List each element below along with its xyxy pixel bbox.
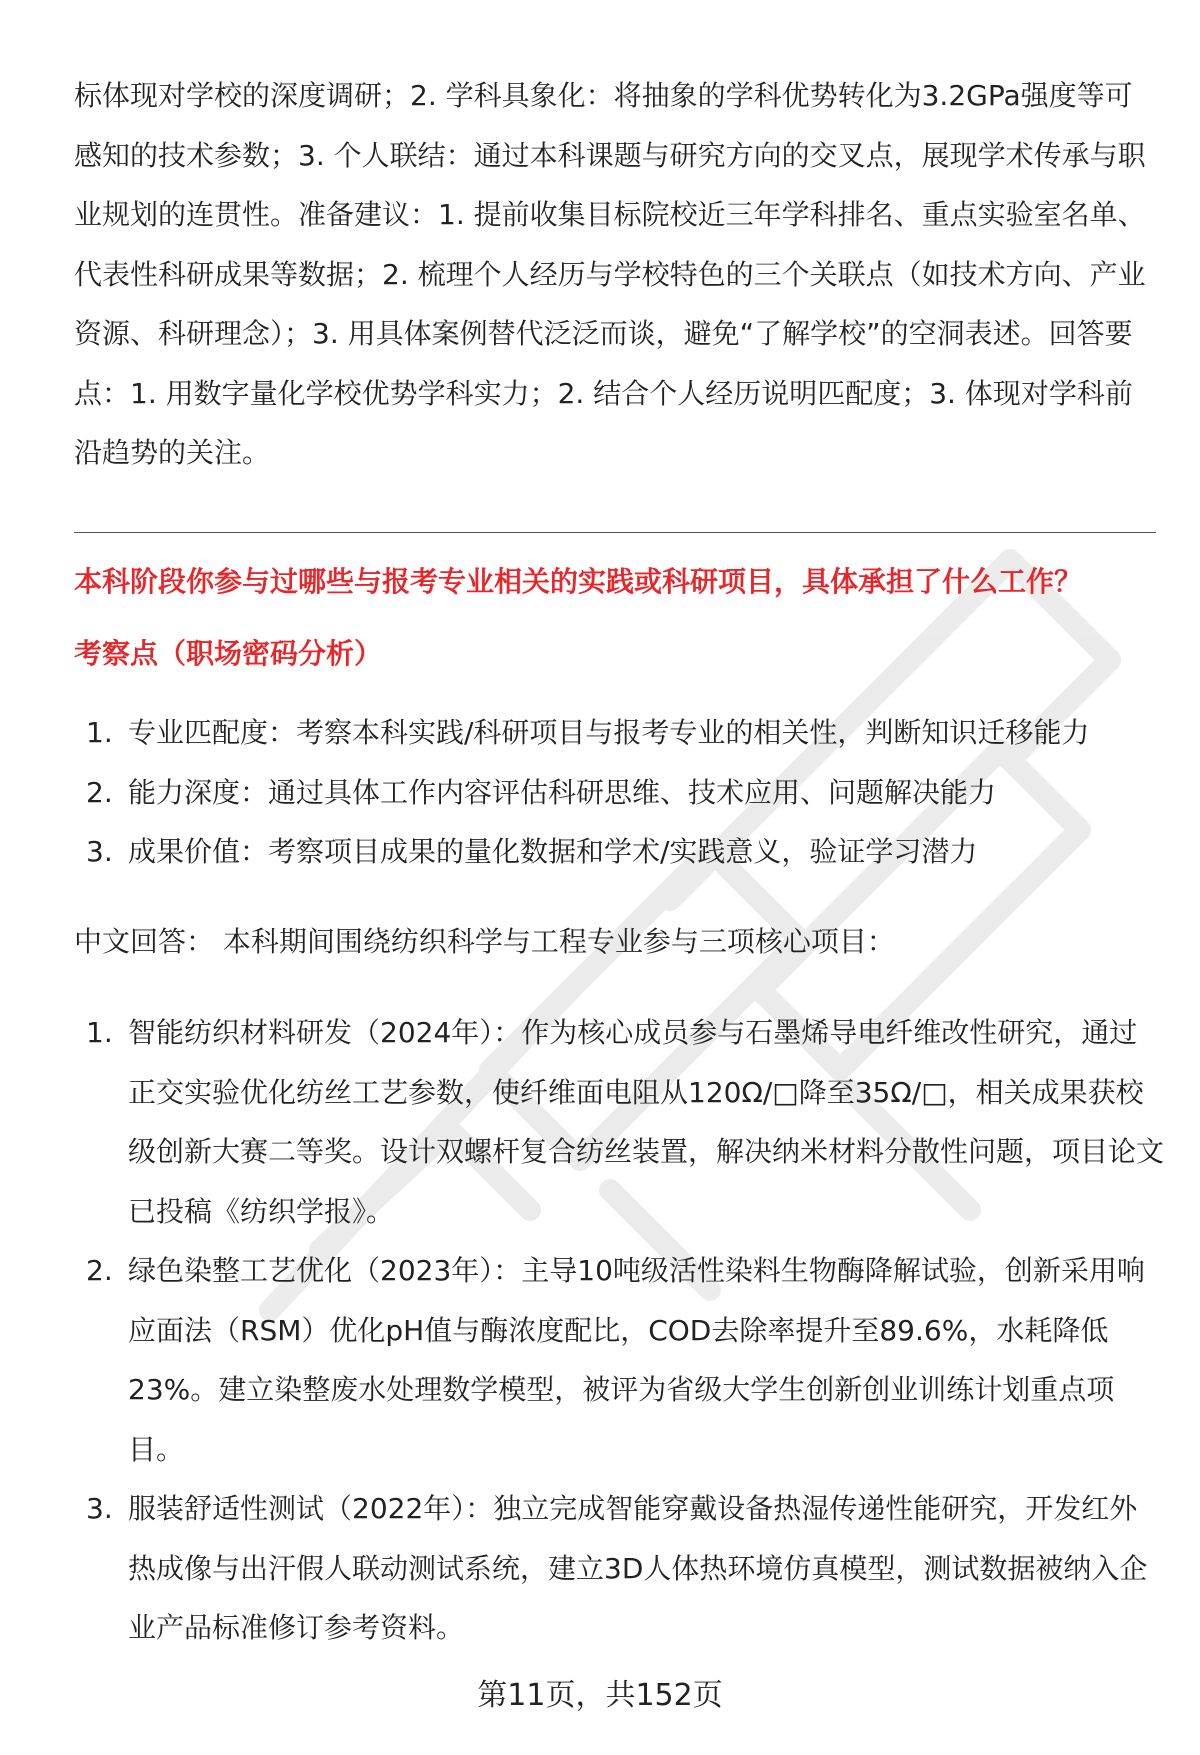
projects-list: [74, 1003, 1164, 1658]
list-item-text: 智能纺织材料研发（2024年）：作为核心成员参与石墨烯导电纤维改性研究，通过正交实验优化纺丝工艺参数，使纤维面电阻从120Ω/□降至35Ω/□，相关成果获校级创新大赛二等奖。设计双螺杆复合纺丝装置，解决纳米材料分散性问题，项目论文已投稿《纺织学报》。: [128, 1016, 1165, 1228]
list-number: 2.: [86, 775, 113, 809]
page-number: 第11页，共152页: [477, 1678, 723, 1713]
list-number: 3.: [86, 835, 113, 868]
section-divider: [74, 532, 1156, 533]
list-number: 2.: [86, 1254, 113, 1287]
list-item-text: 绿色染整工艺优化（2023年）：主导10吨级活性染料生物酶降解试验，创新采用响应面法（RSM）优化pH值与酶浓度配比，COD去除率提升至89.6%，水耗降低23%。建立染整废水处理数学模型，被评为省级大学生创新创业训练计划重点项目。: [128, 1254, 1145, 1466]
list-number: 3.: [86, 1492, 113, 1525]
exam-points-heading: 考察点（职场密码分析）: [74, 637, 383, 670]
list-item: [74, 1003, 1164, 1241]
list-item-text: 专业匹配度：考察本科实践/科研项目与报考专业的相关性，判断知识迁移能力: [128, 716, 1090, 749]
list-item: [74, 1241, 1164, 1479]
exam-points-list: [74, 703, 1164, 882]
list-number: 1.: [86, 716, 113, 749]
list-item: [74, 1479, 1164, 1658]
list-item-text: 能力深度：通过具体工作内容评估科研思维、技术应用、问题解决能力: [128, 775, 997, 809]
intro-paragraph: 标体现对学校的深度调研；2. 学科具象化：将抽象的学科优势转化为3.2GPa强度等可感知的技术参数；3. 个人联结：通过本科课题与研究方向的交叉点，展现学术传承与职业规划的连贯性。准备建议：1. 提前收集目标院校近三年学科排名、重点实验室名单、代表性科研成果等数据；2. 梳理个人经历与学校特色的三个关联点（如技术方向、产业资源、科研理念）；3. 用具体案例替代泛泛而谈，避免“了解学校”的空洞表述。回答要点：1. 用数字量化学校优势学科实力；2. 结合个人经历说明匹配度；3. 体现对学科前沿趋势的关注。: [74, 79, 1146, 469]
question-heading: 本科阶段你参与过哪些与报考专业相关的实践或科研项目，具体承担了什么工作？: [74, 565, 1083, 598]
list-item: [74, 703, 1164, 763]
answer-intro: 中文回答： 本科期间围绕纺织科学与工程专业参与三项核心项目：: [74, 925, 895, 958]
list-item-text: 成果价值：考察项目成果的量化数据和学术/实践意义，验证学习潜力: [128, 835, 978, 868]
list-item: [74, 763, 1164, 823]
list-item-text: 服装舒适性测试（2022年）：独立完成智能穿戴设备热湿传递性能研究，开发红外热成像与出汗假人联动测试系统，建立3D人体热环境仿真模型，测试数据被纳入企业产品标准修订参考资料。: [128, 1492, 1148, 1644]
list-item: [74, 822, 1164, 882]
list-number: 1.: [86, 1016, 113, 1049]
